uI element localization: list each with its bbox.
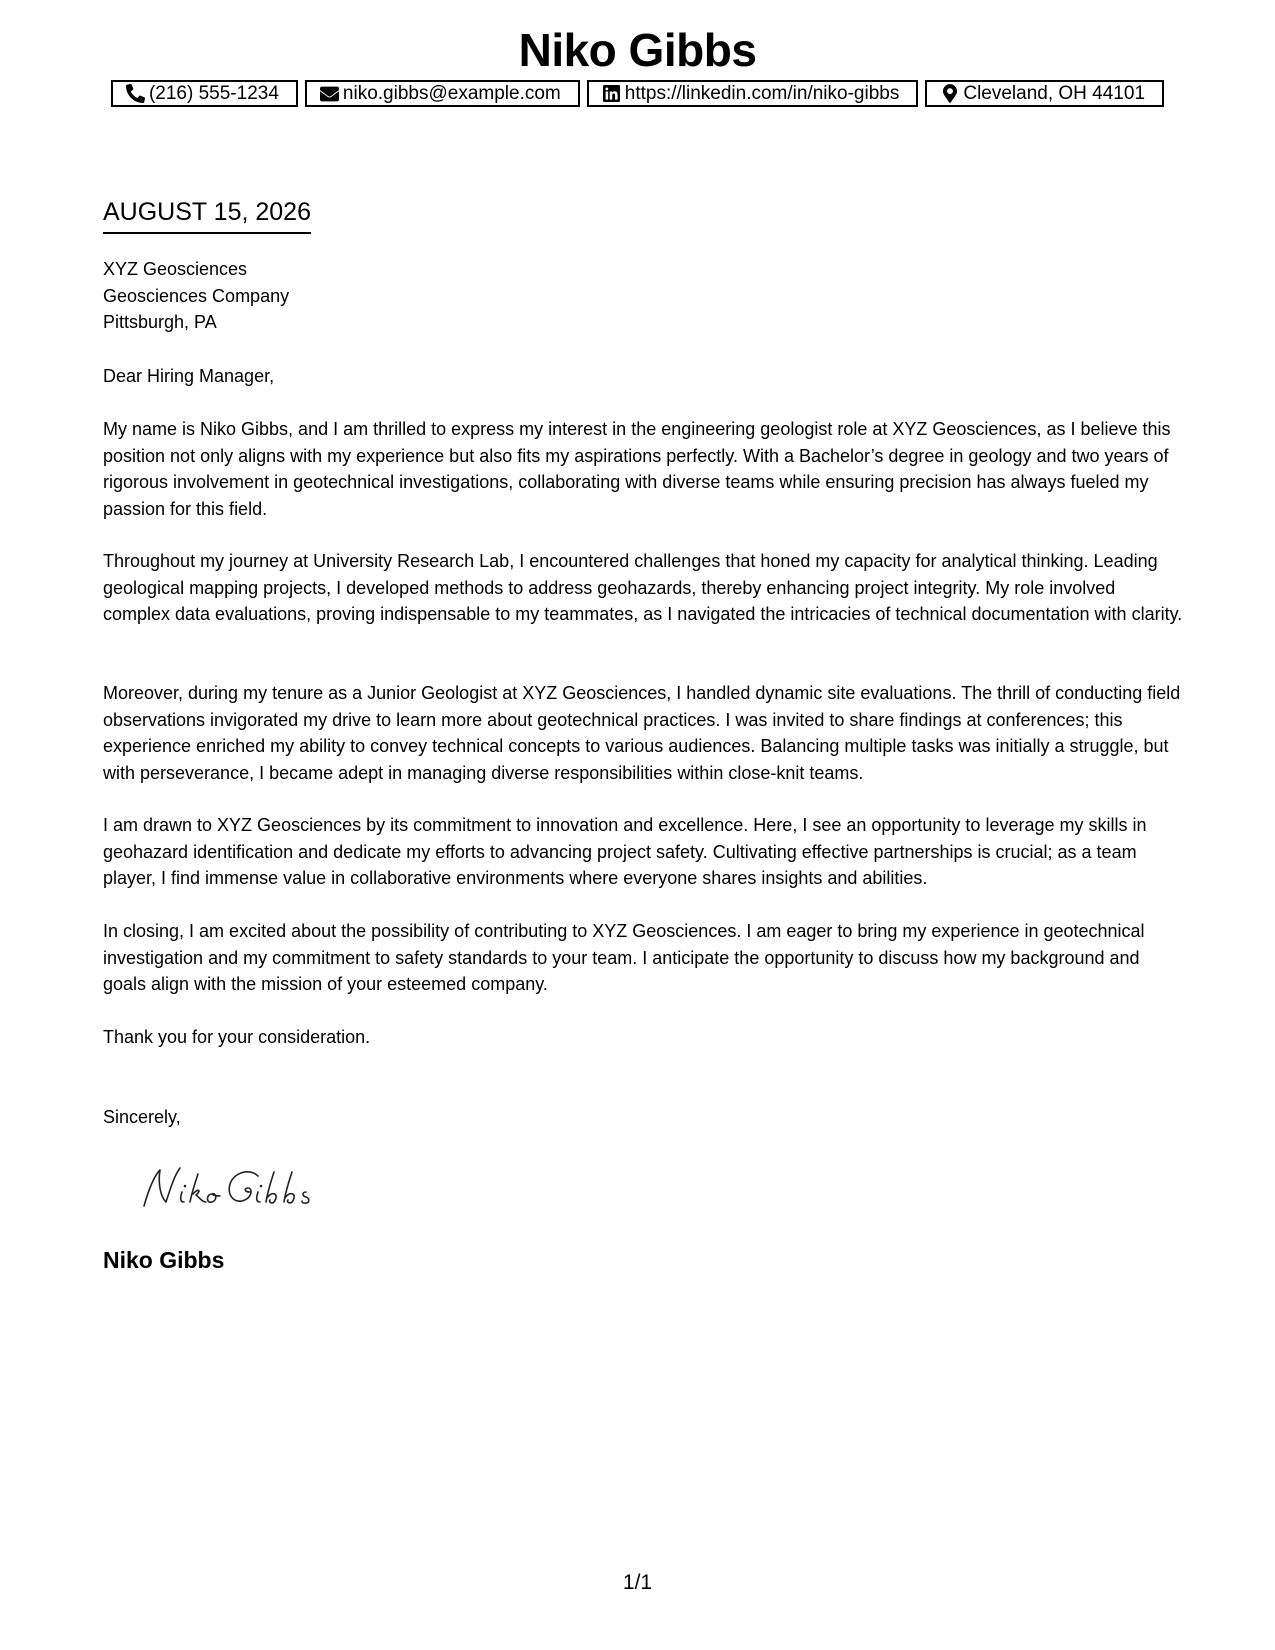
body-paragraph-3 (103, 680, 1183, 786)
location-text: Cleveland, OH 44101 (963, 83, 1146, 104)
email-text: niko.gibbs@example.com (342, 83, 561, 104)
paragraph-text: My name is Niko Gibbs, and I am thrilled to express my interest in the engineering geologist role at XYZ Geosciences, as I believe this position not only aligns with my experience but also fits my aspirations perfectly. With a Bachelor’s degree in geology and two years of rigorous involvement in geotechnical investigations, collaborating with diverse teams while ensuring precision has always fueled my passion for this field. (103, 419, 1171, 519)
salutation: Dear Hiring Manager, (103, 366, 275, 386)
page-number: 1/1 (622, 1571, 653, 1594)
phone-icon (126, 84, 146, 104)
body-paragraph-5 (103, 918, 1183, 998)
recipient-descriptor: Geosciences Company (103, 285, 290, 306)
contact-bar (0, 80, 1275, 107)
linkedin-icon (602, 84, 622, 104)
thanks-line: Thank you for your consideration. (103, 1027, 371, 1047)
closing-line: Sincerely, (103, 1107, 181, 1127)
paragraph-text: Moreover, during my tenure as a Junior Geologist at XYZ Geosciences, I handled dynamic site evaluations. The thrill of conducting field observations invigorated my drive to learn more about geotechnical practices. I was invited to share findings at conferences; this experience enriched my ability to convey technical concepts to various audiences. Balancing multiple tasks was initially a struggle, but with perseverance, I became adept in managing diverse responsibilities within close-knit teams. (103, 683, 1181, 783)
envelope-icon (320, 84, 340, 104)
body-paragraph-4 (103, 812, 1183, 892)
contact-email[interactable] (305, 80, 580, 107)
body-paragraph-2 (103, 548, 1183, 628)
linkedin-text: https://linkedin.com/in/niko-gibbs (624, 83, 900, 104)
contact-linkedin[interactable] (587, 80, 919, 107)
body-paragraph-1 (103, 416, 1183, 522)
recipient-address (103, 256, 289, 336)
letter-date: AUGUST 15, 2026 (103, 197, 311, 234)
applicant-name: Niko Gibbs (518, 24, 757, 76)
contact-location[interactable] (925, 80, 1164, 107)
recipient-location: Pittsburgh, PA (103, 312, 217, 332)
contact-phone[interactable] (111, 80, 298, 107)
signature-image (140, 1162, 325, 1212)
signer-name: Niko Gibbs (103, 1247, 225, 1273)
phone-text: (216) 555-1234 (148, 83, 279, 104)
paragraph-text: In closing, I am excited about the possibility of contributing to XYZ Geosciences. I am eager to bring my experience in geotechnical investigation and my commitment to safety standards to your team. I anticipate the opportunity to discuss how my background and goals align with the mission of your esteemed company. (103, 921, 1145, 994)
map-marker-icon (940, 84, 960, 104)
paragraph-text: Throughout my journey at University Research Lab, I encountered challenges that honed my capacity for analytical thinking. Leading geological mapping projects, I developed methods to address geohazards, thereby enhancing project integrity. My role involved complex data evaluations, proving indispensable to my teammates, as I navigated the intricacies of technical documentation with clarity. (103, 551, 1183, 624)
paragraph-text: I am drawn to XYZ Geosciences by its commitment to innovation and excellence. Here, I see an opportunity to leverage my skills in geohazard identification and dedicate my efforts to advancing project safety. Cultivating effective partnerships is crucial; as a team player, I find immense value in collaborative environments where everyone shares insights and abilities. (103, 815, 1147, 888)
recipient-company: XYZ Geosciences (103, 259, 248, 279)
